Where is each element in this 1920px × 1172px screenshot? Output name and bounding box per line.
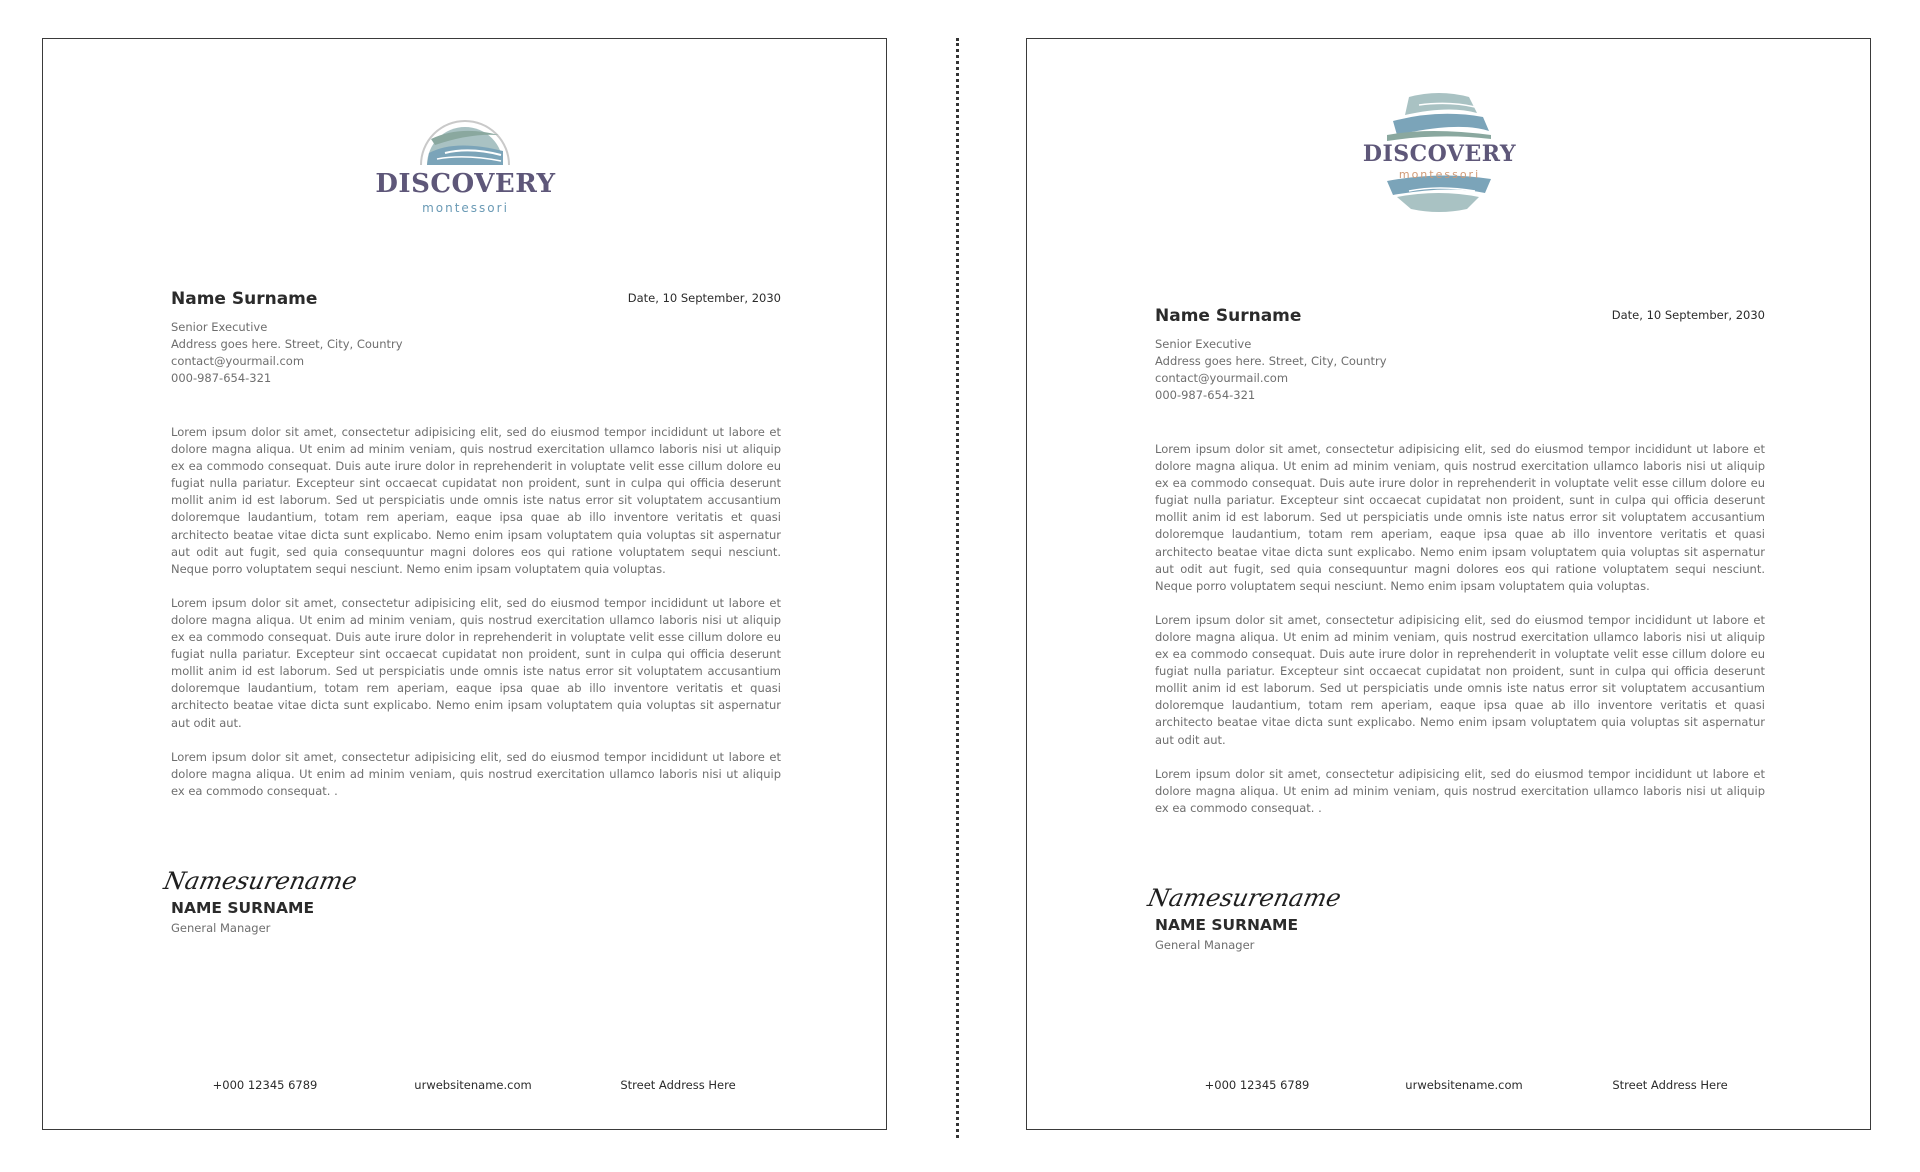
sender-title: Senior Executive xyxy=(171,320,268,334)
sender-name: Name Surname xyxy=(171,289,318,309)
letter-body xyxy=(171,424,781,817)
body-paragraph: Lorem ipsum dolor sit amet, consectetur adipisicing elit, sed do eiusmod tempor incididunt ut labore et dolore magna aliqua. Ut enim ad minim veniam, quis nostrud exercitation ullamco laboris nisi ut aliquip ex ea commodo consequat. Duis aute irure dolor in reprehenderit in voluptate velit esse cillum dolore eu fugiat nulla pariatur. Excepteur sint occaecat cupidatat non proident, sunt in culpa qui officia deserunt mollit anim id est laborum. Sed ut perspiciatis unde omnis iste natus error sit voluptatem accusantium doloremque laudantium, totam rem aperiam, eaque ipsa quae ab illo inventore veritatis et quasi architecto beatae vitae dicta sunt explicabo. Nemo enim ipsam voluptatem quia voluptas sit aspernatur aut odit aut. xyxy=(171,595,781,730)
sender-address: Address goes here. Street, City, Country xyxy=(171,337,403,351)
footer-address: Street Address Here xyxy=(1612,1078,1728,1092)
logo-wordmark: DISCOVERY xyxy=(375,169,556,199)
body-paragraph: Lorem ipsum dolor sit amet, consectetur adipisicing elit, sed do eiusmod tempor incididunt ut labore et dolore magna aliqua. Ut enim ad minim veniam, quis nostrud exercitation ullamco laboris nisi ut aliquip ex ea commodo consequat. Duis aute irure dolor in reprehenderit in voluptate velit esse cillum dolore eu fugiat nulla pariatur. Excepteur sint occaecat cupidatat non proident, sunt in culpa qui officia deserunt mollit anim id est laborum. Sed ut perspiciatis unde omnis iste natus error sit voluptatem accusantium doloremque laudantium, totam rem aperiam, eaque ipsa quae ab illo inventore veritatis et quasi architecto beatae vitae dicta sunt explicabo. Nemo enim ipsam voluptatem quia voluptas sit aspernatur aut odit aut. xyxy=(1155,612,1765,747)
letter-date: Date, 10 September, 2030 xyxy=(1611,308,1765,322)
body-paragraph: Lorem ipsum dolor sit amet, consectetur adipisicing elit, sed do eiusmod tempor incididunt ut labore et dolore magna aliqua. Ut enim ad minim veniam, quis nostrud exercitation ullamco laboris nisi ut aliquip ex ea commodo consequat. Duis aute irure dolor in reprehenderit in voluptate velit esse cillum dolore eu fugiat nulla pariatur. Excepteur sint occaecat cupidatat non proident, sunt in culpa qui officia deserunt mollit anim id est laborum. Sed ut perspiciatis unde omnis iste natus error sit voluptatem accusantium doloremque laudantium, totam rem aperiam, eaque ipsa quae ab illo inventore veritatis et quasi architecto beatae vitae dicta sunt explicabo. Nemo enim ipsam voluptatem quia voluptas sit aspernatur aut odit aut fugit, sed quia consequuntur magni dolores eos qui ratione voluptatem sequi nesciunt. Neque porro voluptatem sequi nesciunt. Nemo enim ipsam voluptatem quia voluptas. xyxy=(1155,442,1765,593)
sender-email: contact@yourmail.com xyxy=(171,354,305,368)
handwritten-signature xyxy=(161,859,360,899)
sender-title: Senior Executive xyxy=(1155,337,1252,351)
signer-title: General Manager xyxy=(1155,938,1255,952)
letter-date: Date, 10 September, 2030 xyxy=(627,291,781,305)
discovery-logo xyxy=(373,109,558,249)
signature-script: Namesurename xyxy=(161,866,360,895)
sender-email: contact@yourmail.com xyxy=(1155,371,1289,385)
sender-phone: 000-987-654-321 xyxy=(1155,388,1256,402)
sender-details xyxy=(171,319,403,387)
sender-details xyxy=(1155,336,1387,404)
footer-website: urwebsitename.com xyxy=(414,1078,532,1092)
logo-wordmark: DISCOVERY xyxy=(1362,141,1517,167)
footer-phone: +000 12345 6789 xyxy=(212,1078,318,1092)
letterhead-page-right xyxy=(1026,38,1871,1130)
sender-name: Name Surname xyxy=(1155,306,1302,326)
handwritten-signature xyxy=(1145,876,1344,916)
sender-address: Address goes here. Street, City, Country xyxy=(1155,354,1387,368)
footer-website: urwebsitename.com xyxy=(1405,1078,1523,1092)
body-paragraph: Lorem ipsum dolor sit amet, consectetur adipisicing elit, sed do eiusmod tempor incididunt ut labore et dolore magna aliqua. Ut enim ad minim veniam, quis nostrud exercitation ullamco laboris nisi ut aliquip ex ea commodo consequat. Duis aute irure dolor in reprehenderit in voluptate velit esse cillum dolore eu fugiat nulla pariatur. Excepteur sint occaecat cupidatat non proident, sunt in culpa qui officia deserunt mollit anim id est laborum. Sed ut perspiciatis unde omnis iste natus error sit voluptatem accusantium doloremque laudantium, totam rem aperiam, eaque ipsa quae ab illo inventore veritatis et quasi architecto beatae vitae dicta sunt explicabo. Nemo enim ipsam voluptatem quia voluptas sit aspernatur aut odit aut fugit, sed quia consequuntur magni dolores eos qui ratione voluptatem sequi nesciunt. Neque porro voluptatem sequi nesciunt. Nemo enim ipsam voluptatem quia voluptas. xyxy=(171,425,781,576)
letter-footer xyxy=(1027,1078,1870,1096)
footer-address: Street Address Here xyxy=(620,1078,736,1092)
half-sun-waves-icon xyxy=(415,109,515,169)
logo-subtitle: montessori xyxy=(422,201,509,215)
letter-footer xyxy=(43,1078,886,1096)
signer-title: General Manager xyxy=(171,921,271,935)
sender-phone: 000-987-654-321 xyxy=(171,371,272,385)
signature-script: Namesurename xyxy=(1145,883,1344,912)
signer-name: NAME SURNAME xyxy=(171,899,315,917)
footer-phone: +000 12345 6789 xyxy=(1204,1078,1310,1092)
signer-name: NAME SURNAME xyxy=(1155,916,1299,934)
body-paragraph: Lorem ipsum dolor sit amet, consectetur adipisicing elit, sed do eiusmod tempor incididunt ut labore et dolore magna aliqua. Ut enim ad minim veniam, quis nostrud exercitation ullamco laboris nisi ut aliquip ex ea commodo consequat. . xyxy=(171,749,781,798)
body-paragraph: Lorem ipsum dolor sit amet, consectetur adipisicing elit, sed do eiusmod tempor incididunt ut labore et dolore magna aliqua. Ut enim ad minim veniam, quis nostrud exercitation ullamco laboris nisi ut aliquip ex ea commodo consequat. . xyxy=(1155,766,1765,815)
discovery-logo xyxy=(1362,91,1517,221)
letterhead-page-left xyxy=(42,38,887,1130)
letter-body xyxy=(1155,441,1765,834)
dotted-divider xyxy=(956,38,959,1138)
logo-subtitle: montessori xyxy=(1398,168,1481,181)
